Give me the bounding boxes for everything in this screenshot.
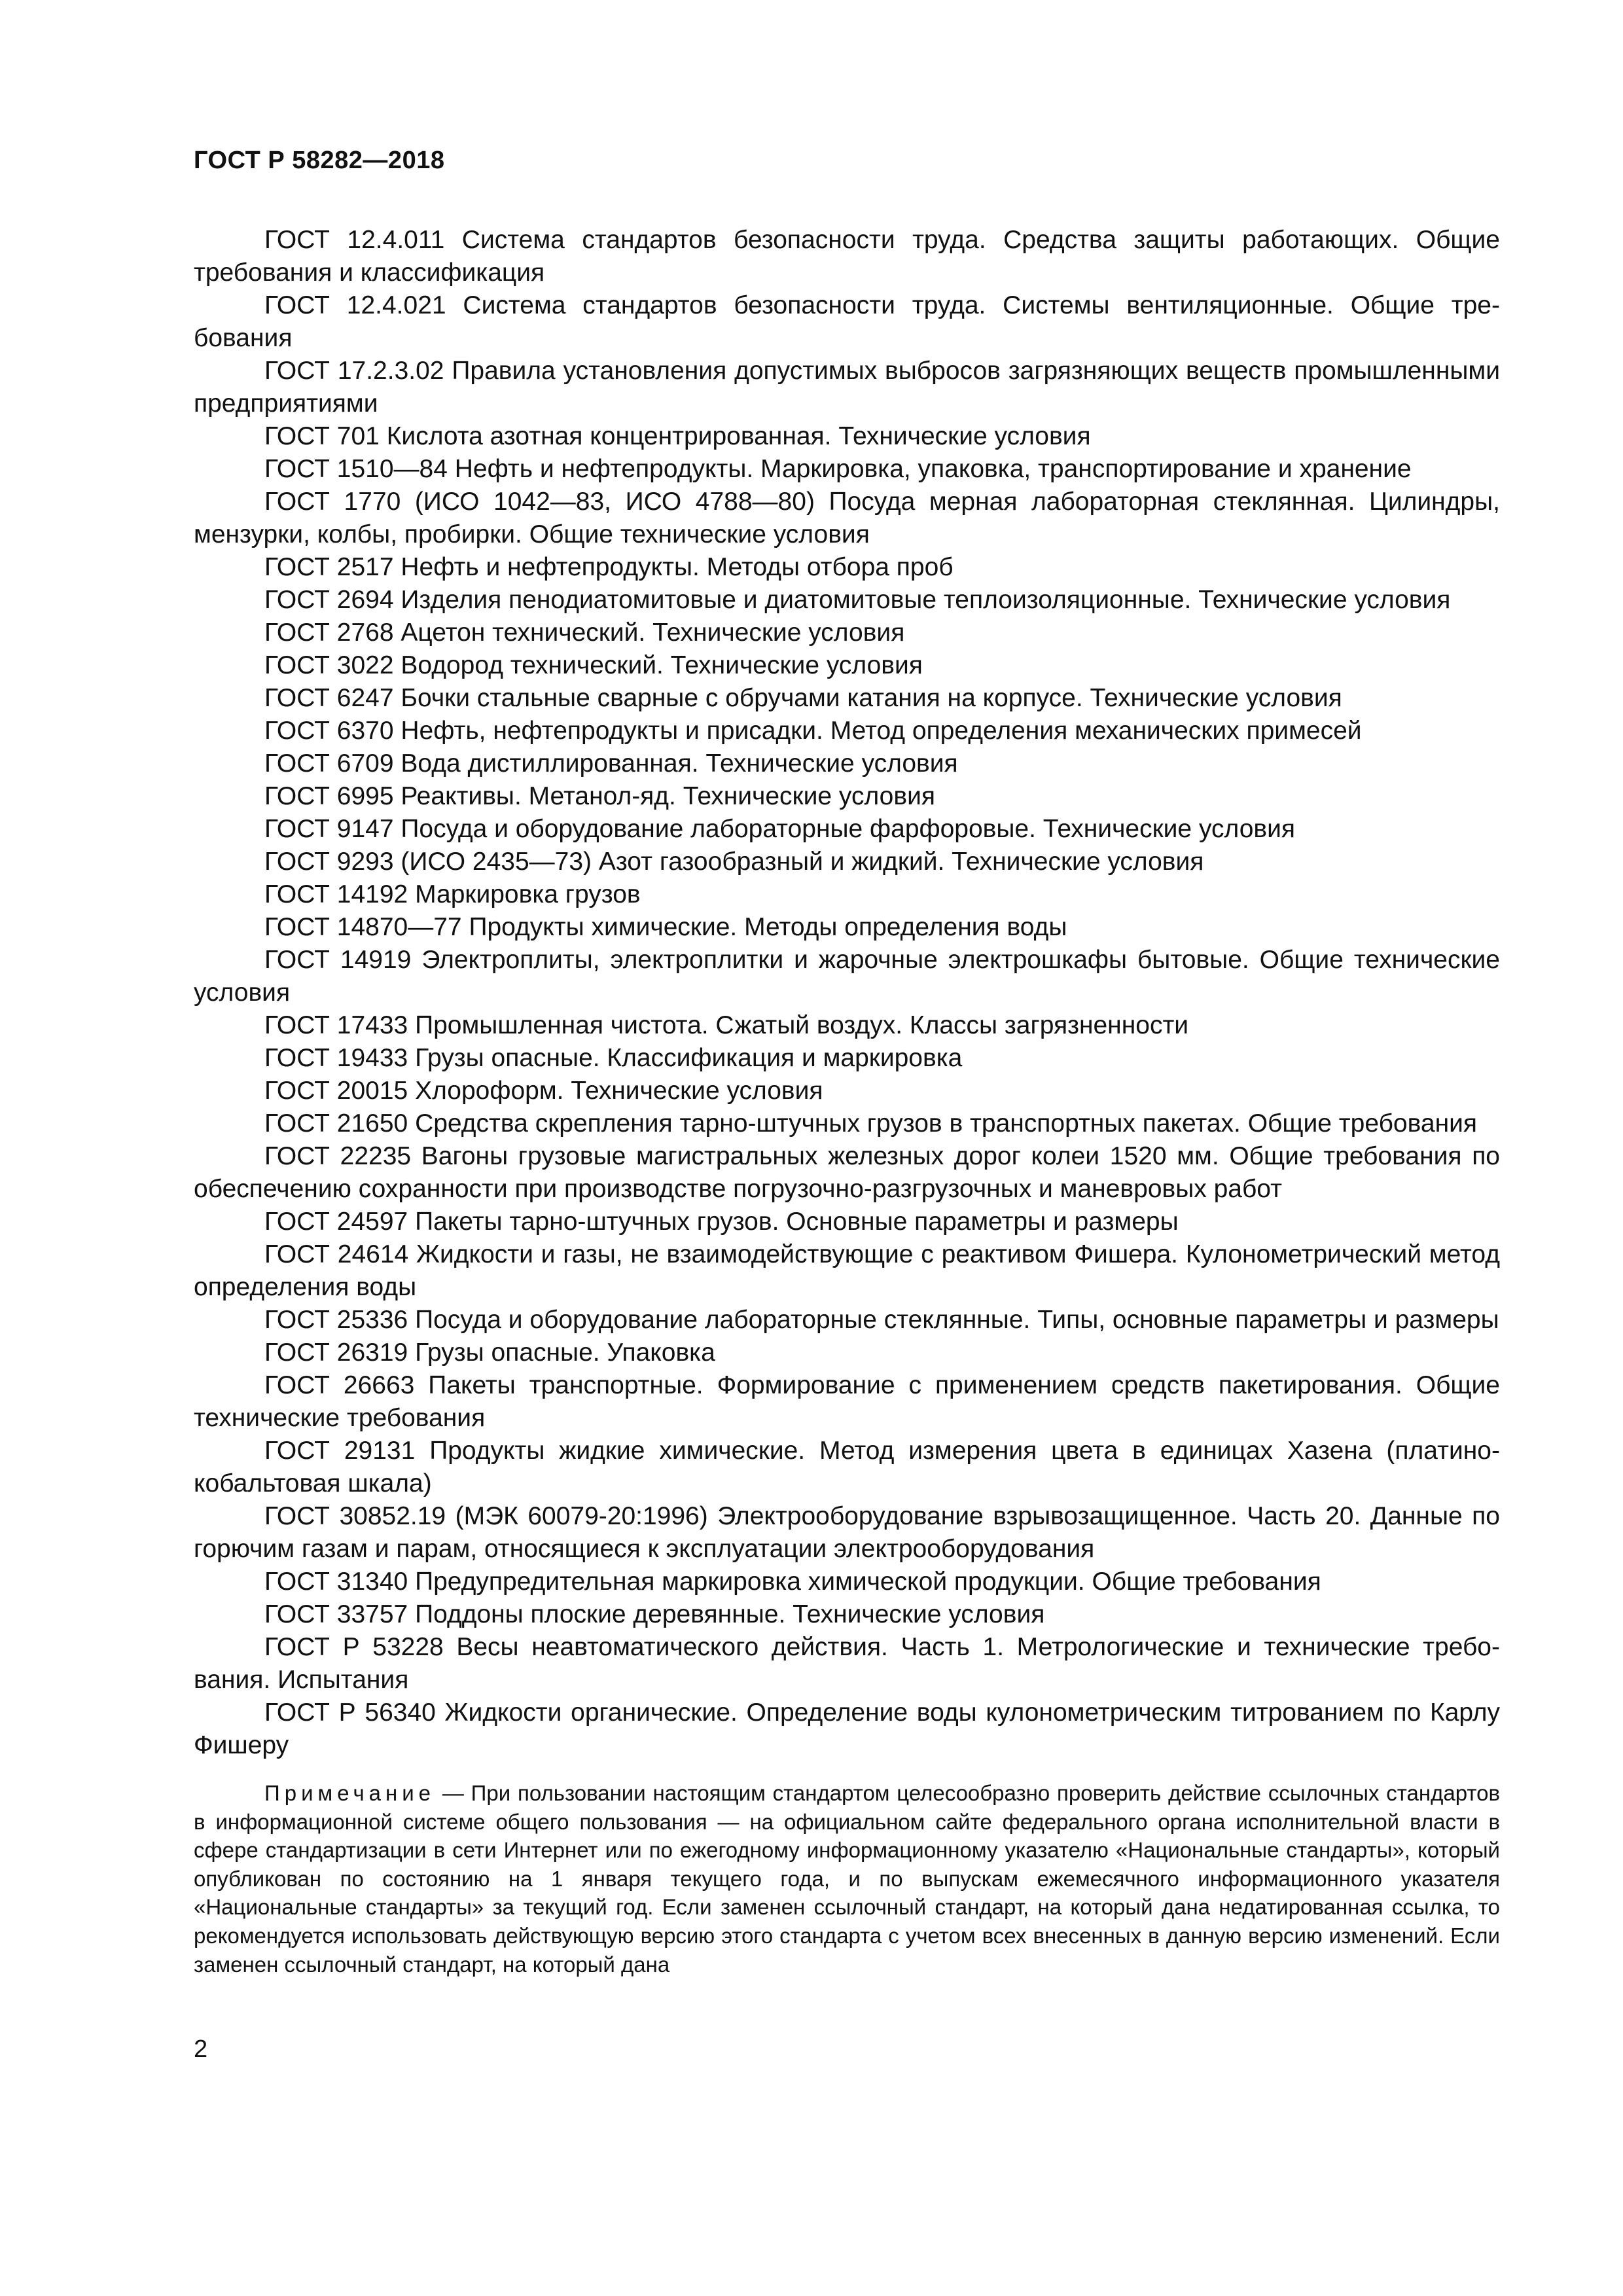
reference-item: ГОСТ 31340 Предупредительная маркировка химической продукции. Общие требования [264,1568,1321,1596]
reference-item: ГОСТ 14192 Маркировка грузов [264,880,641,908]
reference-item: ГОСТ 9293 (ИСО 2435—73) Азот газообразный и жидкий. Технические условия [264,848,1204,876]
reference-item: ГОСТ 26319 Грузы опасные. Упаковка [264,1338,715,1367]
note-paragraph [194,1779,1500,1979]
reference-item: ГОСТ 29131 Продукты жидкие химические. Метод измерения цвета в единицах Хазена (платинокобальтовая шкала) [194,1437,1500,1498]
note-label: Примечание [264,1781,436,1805]
reference-item: ГОСТ 2694 Изделия пенодиатомитовые и диатомитовые теплоизоляционные. Технические условия [264,586,1451,614]
reference-item: ГОСТ 6370 Нефть, нефтепродукты и присадки. Метод определения механических примесей [264,717,1362,745]
reference-item: ГОСТ 12.4.021 Система стандартов безопасности труда. Системы вентиляционные. Общие требования [194,291,1500,352]
reference-item: ГОСТ 30852.19 (МЭК 60079-20:1996) Электрооборудование взрывозащищенное. Часть 20. Данные по горючим газам и парам, относящиеся к эксплуатации электрооборудования [194,1502,1500,1563]
reference-item: ГОСТ 33757 Поддоны плоские деревянные. Технические условия [264,1600,1045,1628]
reference-item: ГОСТ 24614 Жидкости и газы, не взаимодействующие с реактивом Фишера. Кулонометрический метод определения воды [194,1240,1500,1301]
reference-item: ГОСТ 14919 Электроплиты, электроплитки и жарочные электрошкафы бытовые. Общие технические условия [194,946,1500,1007]
reference-item: ГОСТ 14870—77 Продукты химические. Методы определения воды [264,913,1067,941]
reference-item: ГОСТ Р 56340 Жидкости органические. Определение воды кулонометрическим титрованием по Карлу Фишеру [194,1698,1500,1759]
reference-item: ГОСТ 19433 Грузы опасные. Классификация и маркировка [264,1044,963,1072]
reference-item: ГОСТ 25336 Посуда и оборудование лабораторные стеклянные. Типы, основные параметры и размеры [264,1306,1499,1334]
normative-references [194,224,1500,1979]
reference-item: ГОСТ 26663 Пакеты транспортные. Формирование с применением средств пакетирования. Общие технические требования [194,1371,1500,1432]
reference-item: ГОСТ 701 Кислота азотная концентрированная. Технические условия [264,422,1091,450]
reference-item: ГОСТ 2517 Нефть и нефтепродукты. Методы отбора проб [264,553,954,581]
reference-item: ГОСТ 3022 Водород технический. Технические условия [264,651,923,679]
reference-item: ГОСТ 9147 Посуда и оборудование лабораторные фарфоровые. Технические условия [264,815,1296,843]
reference-item: ГОСТ Р 53228 Весы неавтоматического действия. Часть 1. Метрологические и технические требования. Испытания [194,1633,1500,1694]
reference-item: ГОСТ 24597 Пакеты тарно-штучных грузов. Основные параметры и размеры [264,1208,1179,1236]
reference-item: ГОСТ 21650 Средства скрепления тарно-штучных грузов в транспортных пакетах. Общие требования [264,1109,1478,1138]
reference-item: ГОСТ 6995 Реактивы. Метанол-яд. Технические условия [264,782,935,810]
page-number: 2 [194,2036,208,2063]
reference-item: ГОСТ 17433 Промышленная чистота. Сжатый воздух. Классы загрязненности [264,1011,1189,1039]
reference-item: ГОСТ 12.4.011 Система стандартов безопасности труда. Средства защиты работающих. Общие требования и классификация [194,226,1500,287]
note-text: — При пользовании настоящим стандартом целесообразно проверить действие ссылочных стандартов в информационной системе общего пользования — на официальном сайте федерального органа исполнительной власти в сфере стандартизации в сети Интернет или по ежегодному информационному указателю «Национальные стандарты», который опубликован по состоянию на 1 января текущего года, и по выпускам ежемесячного информационного указателя «Национальные стандарты» за текущий год. Если заменен ссылочный стандарт, на который дана недатированная ссылка, то рекомендуется использовать действующую версию этого стандарта с учетом всех внесенных в данную версию изменений. Если заменен ссылочный стандарт, на который дана [194,1781,1500,1977]
reference-item: ГОСТ 6709 Вода дистиллированная. Технические условия [264,749,958,778]
reference-item: ГОСТ 1510—84 Нефть и нефтепродукты. Маркировка, упаковка, транспортирование и хранение [264,455,1412,483]
reference-item: ГОСТ 6247 Бочки стальные сварные с обручами катания на корпусе. Технические условия [264,684,1342,712]
reference-item: ГОСТ 20015 Хлороформ. Технические условия [264,1077,823,1105]
reference-item: ГОСТ 2768 Ацетон технический. Технические условия [264,619,905,647]
reference-item: ГОСТ 22235 Вагоны грузовые магистральных железных дорог колеи 1520 мм. Общие требования по обеспечению сохранности при производстве погрузочно-разгрузочных и маневровых работ [194,1142,1500,1203]
reference-item: ГОСТ 1770 (ИСО 1042—83, ИСО 4788—80) Посуда мерная лабораторная стеклянная. Цилиндры, мензурки, колбы, пробирки. Общие технические условия [194,488,1500,548]
document-header: ГОСТ Р 58282—2018 [194,147,445,174]
reference-item: ГОСТ 17.2.3.02 Правила установления допустимых выбросов загрязняющих веществ промышленными предприятиями [194,357,1500,418]
